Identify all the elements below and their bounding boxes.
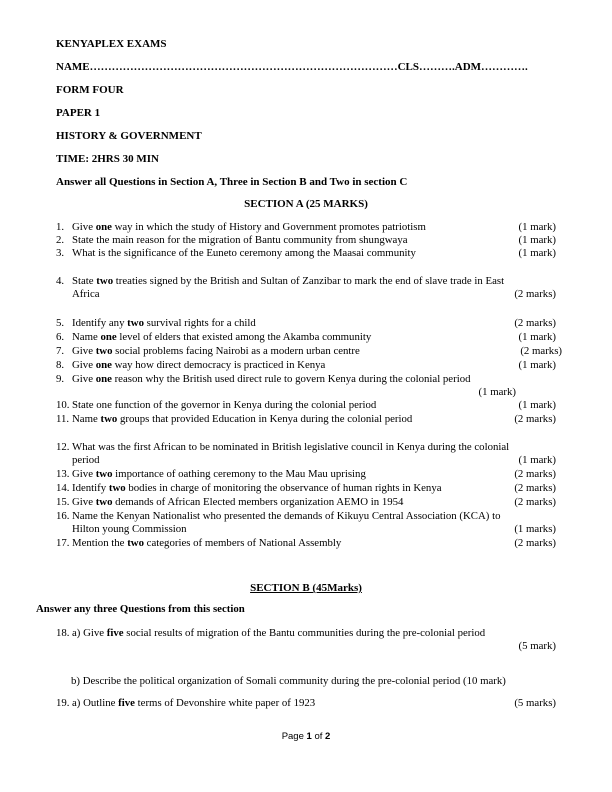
- question-text: Give one reason why the British used direct rule to govern Kenya during the colonial period: [72, 373, 471, 385]
- question-number: 5.: [56, 317, 65, 329]
- question-text: Give two social problems facing Nairobi as a modern urban centre: [72, 345, 360, 357]
- question-marks: (2 marks): [514, 413, 556, 425]
- question-marks: (1 mark): [518, 399, 556, 411]
- question-text: Name one level of elders that existed among the Akamba community: [72, 331, 372, 343]
- question-marks: (1 mark): [518, 454, 556, 467]
- time-label: TIME: 2HRS 30 MIN: [56, 153, 159, 165]
- total-pages: 2: [325, 731, 331, 742]
- question-text: a) Give five social results of migration of the Bantu communities during the pre-colonial period: [72, 627, 486, 639]
- question-text-continued: period: [72, 454, 100, 467]
- question-number: 1.: [56, 221, 65, 233]
- question-number: 15.: [56, 496, 70, 508]
- question-marks: (1 marks): [514, 523, 556, 536]
- question-marks: (2 marks): [514, 496, 556, 508]
- question-number: 11.: [56, 413, 70, 425]
- question-text: a) Outline five terms of Devonshire white paper of 1923: [72, 697, 316, 709]
- question-text: Identify two bodies in charge of monitoring the observance of human rights in Kenya: [72, 482, 442, 494]
- question-marks: (5 marks): [514, 697, 556, 709]
- question-text: Give two demands of African Elected members organization AEMO in 1954: [72, 496, 404, 508]
- question-marks: (1 mark): [478, 386, 516, 399]
- school-name: KENYAPLEX EXAMS: [56, 38, 167, 50]
- question-number: 4.: [56, 275, 65, 287]
- question-marks: (2 marks): [514, 468, 556, 480]
- question-number: 3.: [56, 247, 65, 259]
- exam-instructions: Answer all Questions in Section A, Three in Section B and Two in section C: [56, 176, 408, 188]
- question-marks: (2 marks): [520, 345, 562, 357]
- question-text: State the main reason for the migration of Bantu community from shungwaya: [72, 234, 408, 246]
- question-number: 12.: [56, 441, 70, 453]
- question-marks: (5 mark): [518, 640, 556, 653]
- question-text: Name two groups that provided Education in Kenya during the colonial period: [72, 413, 413, 425]
- question-number: 2.: [56, 234, 65, 246]
- question-number: 13.: [56, 468, 70, 480]
- question-18b: b) Describe the political organization of Somali community during the pre-colonial period (10 mark): [71, 675, 506, 687]
- question-text: Identify any two survival rights for a child: [72, 317, 256, 329]
- question-number: 8.: [56, 359, 65, 371]
- question-text: Give two importance of oathing ceremony to the Mau Mau uprising: [72, 468, 366, 480]
- question-number: 18.: [56, 627, 70, 639]
- subject-label: HISTORY & GOVERNMENT: [56, 130, 202, 142]
- question-text: Give one way how direct democracy is practiced in Kenya: [72, 359, 326, 371]
- question-marks: (2 marks): [514, 317, 556, 329]
- question-number: 19.: [56, 697, 70, 709]
- section-b-instructions: Answer any three Questions from this section: [36, 603, 245, 615]
- question-number: 16.: [56, 510, 70, 522]
- current-page: 1: [306, 731, 312, 742]
- question-text: Name the Kenyan Nationalist who presented the demands of Kikuyu Central Association (KCA) to: [72, 510, 501, 522]
- section-a-title: SECTION A (25 MARKS): [244, 198, 368, 210]
- question-text: State two treaties signed by the British and Sultan of Zanzibar to mark the end of slave trade in East: [72, 275, 505, 287]
- question-number: 14.: [56, 482, 70, 494]
- form-label: FORM FOUR: [56, 84, 124, 96]
- question-number: 6.: [56, 331, 65, 343]
- question-text-continued: Hilton young Commission: [72, 523, 187, 536]
- question-text: Mention the two categories of members of National Assembly: [72, 537, 342, 549]
- question-text-continued: Africa: [72, 288, 100, 301]
- question-marks: (1 mark): [518, 234, 556, 246]
- question-marks: (2 marks): [514, 537, 556, 549]
- question-number: 7.: [56, 345, 65, 357]
- question-text: State one function of the governor in Kenya during the colonial period: [72, 399, 377, 411]
- question-marks: (1 mark): [518, 247, 556, 259]
- page-footer: Page 1 of 2: [281, 731, 331, 742]
- section-b-title: SECTION B (45Marks): [250, 582, 362, 594]
- question-marks: (1 mark): [518, 359, 556, 371]
- question-number: 9.: [56, 373, 65, 385]
- question-text: What is the significance of the Euneto ceremony among the Maasai community: [72, 247, 416, 259]
- question-marks: (2 marks): [514, 288, 556, 301]
- question-marks: (1 mark): [518, 331, 556, 343]
- question-number: 10.: [56, 399, 70, 411]
- question-marks: (1 mark): [518, 221, 556, 233]
- paper-label: PAPER 1: [56, 107, 101, 119]
- question-number: 17.: [56, 537, 70, 549]
- name-line: NAME…………………………………………………………………………CLS……….ADM………….: [56, 61, 528, 73]
- question-marks: (2 marks): [514, 482, 556, 494]
- question-text: What was the first African to be nominated in British legislative council in Kenya during the colonial: [72, 441, 510, 453]
- question-text: Give one way in which the study of History and Government promotes patriotism: [72, 221, 426, 233]
